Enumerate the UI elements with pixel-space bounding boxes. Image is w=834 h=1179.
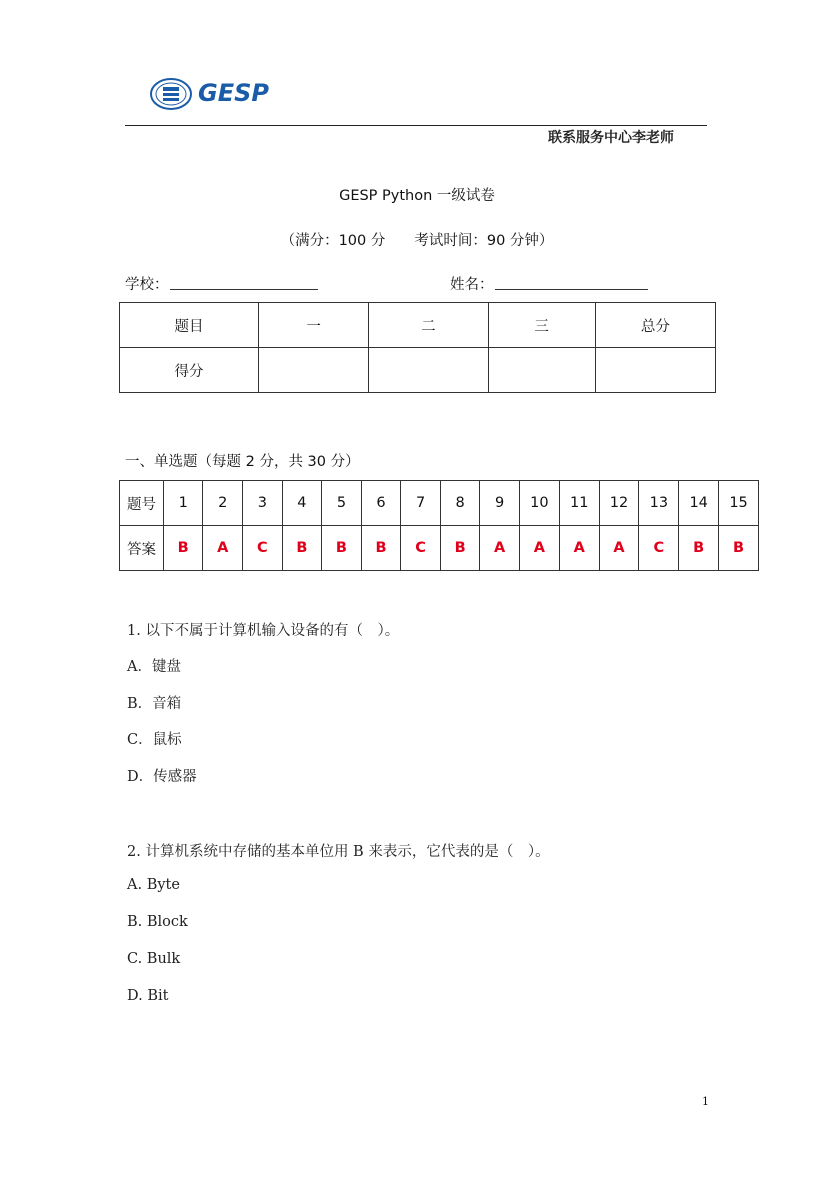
answer-number-row (120, 481, 759, 526)
question-number-cell: 10 (519, 481, 559, 526)
answer-cell: A (599, 526, 639, 571)
score-label-cell: 得分 (120, 348, 259, 393)
score-header-cell: 三 (488, 303, 595, 348)
answer-cell: B (679, 526, 719, 571)
question-number-cell: 13 (639, 481, 679, 526)
question-option: B. Block (127, 914, 188, 930)
score-table (119, 302, 716, 393)
answer-cell: A (559, 526, 599, 571)
question-option: C. Bulk (127, 951, 181, 967)
header-contact: 联系服务中心李老师 (548, 130, 674, 146)
answer-cell: B (163, 526, 203, 571)
name-field[interactable] (495, 289, 648, 290)
exam-title: GESP Python 一级试卷 (339, 188, 495, 204)
header-rule (125, 125, 707, 126)
score-table-score-row (120, 348, 716, 393)
question-number-cell: 5 (322, 481, 362, 526)
question-option: A. Byte (127, 877, 180, 893)
score-header-cell: 一 (259, 303, 369, 348)
question-option: C．鼠标 (127, 732, 182, 748)
question-stem: 1. 以下不属于计算机输入设备的有（ ）。 (127, 623, 400, 639)
answer-cell: B (440, 526, 480, 571)
name-label: 姓名： (450, 277, 494, 293)
score-input-cell[interactable] (259, 348, 369, 393)
ccf-seal-icon (150, 78, 192, 110)
question-option: D. Bit (127, 988, 169, 1004)
answer-table (119, 480, 759, 571)
question-number-cell: 14 (679, 481, 719, 526)
score-header-cell: 题目 (120, 303, 259, 348)
answer-cell: B (282, 526, 322, 571)
question-number-cell: 11 (559, 481, 599, 526)
score-input-cell[interactable] (369, 348, 488, 393)
number-label-cell: 题号 (120, 481, 164, 526)
gesp-logo (150, 78, 280, 110)
question-number-cell: 9 (480, 481, 520, 526)
question-number-cell: 8 (440, 481, 480, 526)
score-header-cell: 总分 (595, 303, 715, 348)
question-number-cell: 12 (599, 481, 639, 526)
question-number-cell: 4 (282, 481, 322, 526)
question-number-cell: 15 (719, 481, 759, 526)
question-option: D．传感器 (127, 769, 197, 785)
question-option: A．键盘 (127, 659, 181, 675)
school-label: 学校： (125, 277, 169, 293)
question-option: B．音箱 (127, 696, 182, 712)
score-input-cell[interactable] (488, 348, 595, 393)
answer-key-row (120, 526, 759, 571)
school-field[interactable] (170, 289, 318, 290)
section-heading: 一、单选题（每题 2 分，共 30 分） (125, 454, 360, 470)
logo-text: GESP (198, 79, 269, 107)
answer-cell: B (361, 526, 401, 571)
question-number-cell: 1 (163, 481, 203, 526)
score-input-cell[interactable] (595, 348, 715, 393)
question-number-cell: 2 (203, 481, 243, 526)
score-table-header-row (120, 303, 716, 348)
answer-cell: C (639, 526, 679, 571)
answer-label-cell: 答案 (120, 526, 164, 571)
question-stem: 2. 计算机系统中存储的基本单位用 B 来表示，它代表的是（ ）。 (127, 844, 550, 860)
answer-cell: A (203, 526, 243, 571)
answer-cell: A (519, 526, 559, 571)
answer-cell: B (322, 526, 362, 571)
score-header-cell: 二 (369, 303, 488, 348)
exam-subtitle: （满分：100 分 考试时间：90 分钟） (280, 233, 554, 249)
question-number-cell: 7 (401, 481, 441, 526)
answer-cell: C (243, 526, 283, 571)
question-number-cell: 3 (243, 481, 283, 526)
answer-cell: A (480, 526, 520, 571)
page-number: 1 (702, 1095, 709, 1108)
answer-cell: C (401, 526, 441, 571)
answer-cell: B (719, 526, 759, 571)
question-number-cell: 6 (361, 481, 401, 526)
